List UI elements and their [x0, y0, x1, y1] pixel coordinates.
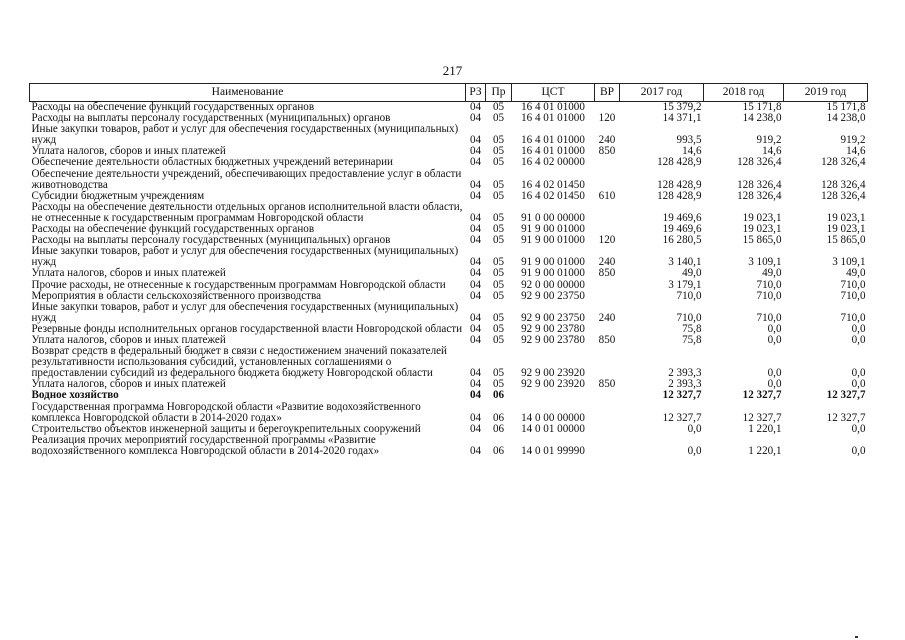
cell-name: Уплата налогов, сборов и иных платежей — [31, 145, 226, 158]
cell-pr: 05 — [492, 278, 505, 291]
cell-name: Расходы на обеспечение деятельности отдельных органов исполнительной власти области, не отнесенные к государственным программам Новгородской области — [31, 200, 463, 224]
cell-rz: 04 — [469, 267, 482, 280]
cell-name: Мероприятия в области сельскохозяйственного производства — [31, 289, 322, 302]
cell-vr: 120 — [598, 112, 616, 125]
cell-name: Расходы на обеспечение функций государственных органов — [31, 223, 315, 236]
cell-pr: 06 — [492, 422, 505, 435]
header-cst: ЦСТ — [512, 84, 595, 102]
cell-rz: 04 — [469, 178, 482, 191]
cell-vr — [595, 424, 620, 435]
cell-rz: 04 — [469, 134, 482, 147]
cell-name: Иные закупки товаров, работ и услуг для обеспечения государственных (муниципальных) нужд — [31, 245, 459, 269]
cell-cst: 92 0 00 00000 — [521, 278, 585, 291]
cell-cst: 16 4 01 01000 — [521, 101, 585, 113]
cell-2018: 15 171,8 — [742, 101, 782, 113]
cell-cst: 14 0 01 99990 — [521, 444, 585, 457]
cell-2018: 710,0 — [756, 289, 782, 302]
cell-rz: 04 — [469, 444, 482, 457]
cell-2019: 19 023,1 — [826, 211, 866, 224]
cell-rz: 04 — [469, 189, 482, 202]
header-vr: ВР — [595, 84, 620, 102]
cell-2018: 710,0 — [756, 278, 782, 291]
cell-pr: 06 — [492, 444, 505, 457]
page-number: 217 — [442, 63, 463, 78]
cell-rz: 04 — [469, 234, 482, 247]
cell-rz: 04 — [469, 411, 482, 424]
cell-2018: 0,0 — [767, 322, 782, 335]
cell-rz: 04 — [469, 101, 482, 113]
cell-name: Иные закупки товаров, работ и услуг для обеспечения государственных (муниципальных) нужд — [31, 123, 459, 147]
cell-name: Иные закупки товаров, работ и услуг для обеспечения государственных (муниципальных) нужд — [31, 300, 459, 324]
cell-pr: 05 — [492, 134, 505, 147]
cell-pr: 05 — [492, 234, 505, 247]
cell-rz: 04 — [469, 289, 482, 302]
cell-2017: 710,0 — [676, 311, 702, 324]
cell-2019: 14,6 — [846, 145, 866, 158]
table-row — [30, 302, 868, 324]
cell-vr — [595, 435, 620, 457]
table-row — [30, 157, 868, 168]
cell-2019: 128 326,4 — [821, 156, 866, 169]
cell-2018: 12 327,7 — [742, 389, 782, 402]
header-2017: 2017 год — [620, 84, 704, 102]
cell-name: Расходы на обеспечение функций государственных органов — [31, 101, 315, 113]
cell-cst — [512, 390, 595, 401]
table-row — [30, 435, 868, 457]
cell-2018: 49,0 — [762, 267, 782, 280]
cell-rz: 04 — [469, 223, 482, 236]
cell-2017: 128 428,9 — [657, 189, 702, 202]
cell-cst: 92 9 00 23920 — [521, 367, 585, 380]
cell-2019: 0,0 — [851, 444, 866, 457]
cell-rz: 04 — [469, 211, 482, 224]
cell-vr: 610 — [598, 189, 616, 202]
cell-2019: 710,0 — [840, 311, 866, 324]
cell-2019: 710,0 — [840, 278, 866, 291]
cell-2019: 14 238,0 — [826, 112, 866, 125]
cell-2017: 12 327,7 — [662, 411, 702, 424]
table-row — [30, 390, 868, 401]
cell-pr: 05 — [492, 156, 505, 169]
cell-pr: 06 — [492, 411, 505, 424]
cell-2017: 993,5 — [676, 134, 702, 147]
cell-2019: 12 327,7 — [826, 411, 866, 424]
cell-cst: 16 4 02 01450 — [521, 189, 585, 202]
table-row — [30, 202, 868, 224]
cell-2019: 3 109,1 — [832, 256, 866, 269]
cell-2018: 128 326,4 — [737, 156, 782, 169]
cell-2019: 0,0 — [851, 322, 866, 335]
cell-2017: 2 393,3 — [668, 378, 702, 391]
cell-name: Государственная программа Новгородской области «Развитие водохозяйственного комплекса Новгородской области в 2014-2020 годах» — [31, 400, 421, 424]
cell-2018: 919,2 — [756, 134, 782, 147]
cell-rz: 04 — [469, 156, 482, 169]
cell-2017: 710,0 — [676, 289, 702, 302]
table-row — [30, 124, 868, 146]
cell-cst: 92 9 00 23750 — [521, 311, 585, 324]
cell-pr: 05 — [492, 223, 505, 236]
cell-2019: 0,0 — [851, 378, 866, 391]
cell-pr: 05 — [492, 112, 505, 125]
table-row — [30, 246, 868, 268]
cell-vr — [595, 280, 620, 291]
cell-cst: 16 4 02 00000 — [521, 156, 585, 169]
cell-2018: 1 220,1 — [748, 444, 782, 457]
cell-cst: 16 4 01 01000 — [521, 145, 585, 158]
cell-2018: 0,0 — [767, 333, 782, 346]
cell-vr — [595, 291, 620, 302]
scan-mark — [855, 636, 858, 638]
cell-2019: 128 326,4 — [821, 178, 866, 191]
cell-name: Уплата налогов, сборов и иных платежей — [31, 267, 226, 280]
cell-rz: 04 — [469, 389, 482, 402]
cell-pr: 05 — [492, 367, 505, 380]
cell-cst: 91 9 00 01000 — [521, 256, 585, 269]
cell-2017: 14,6 — [682, 145, 702, 158]
cell-rz: 04 — [469, 322, 482, 335]
cell-2017: 15 379,2 — [662, 101, 702, 113]
cell-2019: 15 171,8 — [826, 101, 866, 113]
cell-name: Водное хозяйство — [31, 389, 119, 402]
cell-vr — [595, 346, 620, 379]
cell-2017: 19 469,6 — [662, 223, 702, 236]
cell-2018: 3 109,1 — [748, 256, 782, 269]
cell-2017: 75,8 — [682, 322, 702, 335]
cell-2018: 14,6 — [762, 145, 782, 158]
cell-pr: 05 — [492, 101, 505, 113]
cell-rz: 04 — [469, 112, 482, 125]
cell-2019: 12 327,7 — [826, 389, 866, 402]
cell-2018: 128 326,4 — [737, 189, 782, 202]
cell-2018: 15 865,0 — [742, 234, 782, 247]
cell-vr: 850 — [598, 267, 616, 280]
table-row — [30, 268, 868, 279]
cell-2017: 12 327,7 — [662, 389, 702, 402]
cell-pr: 05 — [492, 189, 505, 202]
header-pr: Пр — [486, 84, 512, 102]
cell-pr: 05 — [492, 267, 505, 280]
cell-vr: 850 — [598, 333, 616, 346]
cell-2017: 0,0 — [687, 444, 702, 457]
budget-table — [29, 83, 868, 457]
table-row — [30, 379, 868, 390]
cell-2018: 12 327,7 — [742, 411, 782, 424]
cell-cst: 91 0 00 00000 — [521, 211, 585, 224]
cell-pr: 05 — [492, 333, 505, 346]
cell-pr: 05 — [492, 256, 505, 269]
cell-pr: 05 — [492, 378, 505, 391]
cell-2017: 19 469,6 — [662, 211, 702, 224]
cell-rz: 04 — [469, 333, 482, 346]
cell-pr: 05 — [492, 145, 505, 158]
cell-2017: 2 393,3 — [668, 367, 702, 380]
cell-pr: 05 — [492, 211, 505, 224]
cell-2018: 128 326,4 — [737, 178, 782, 191]
cell-2019: 49,0 — [846, 267, 866, 280]
cell-name: Возврат средств в федеральный бюджет в связи с недостижением значений показателей результативности использования субсидий, установленных соглашениями о предоставлении субсидий из федерального бюджета бюджету Новгородской области — [31, 345, 447, 380]
cell-2019: 919,2 — [840, 134, 866, 147]
cell-rz: 04 — [469, 145, 482, 158]
cell-2018: 1 220,1 — [748, 422, 782, 435]
cell-rz: 04 — [469, 278, 482, 291]
cell-2017: 128 428,9 — [657, 156, 702, 169]
cell-2017: 75,8 — [682, 333, 702, 346]
cell-pr: 05 — [492, 322, 505, 335]
cell-2019: 0,0 — [851, 422, 866, 435]
header-2018: 2018 год — [704, 84, 784, 102]
cell-2019: 128 326,4 — [821, 189, 866, 202]
table-row — [30, 169, 868, 191]
cell-2019: 0,0 — [851, 333, 866, 346]
cell-name: Уплата налогов, сборов и иных платежей — [31, 333, 226, 346]
cell-cst: 16 4 01 01000 — [521, 112, 585, 125]
cell-vr: 240 — [598, 311, 616, 324]
cell-name: Реализация прочих мероприятий государственной программы «Развитие водохозяйственного комплекса Новгородской области в 2014-2020 годах» — [31, 433, 380, 457]
table-row — [30, 280, 868, 291]
cell-name: Обеспечение деятельности учреждений, обеспечивающих предоставление услуг в области животноводства — [31, 167, 462, 191]
cell-2019: 0,0 — [851, 367, 866, 380]
cell-2019: 19 023,1 — [826, 223, 866, 236]
cell-vr — [595, 202, 620, 224]
cell-2018: 19 023,1 — [742, 223, 782, 236]
cell-cst: 92 9 00 23750 — [521, 289, 585, 302]
cell-name: Уплата налогов, сборов и иных платежей — [31, 378, 226, 391]
table-row — [30, 402, 868, 424]
cell-cst: 14 0 00 00000 — [521, 411, 585, 424]
cell-rz: 04 — [469, 422, 482, 435]
cell-2018: 0,0 — [767, 378, 782, 391]
cell-2018: 710,0 — [756, 311, 782, 324]
cell-2017: 3 140,1 — [668, 256, 702, 269]
cell-name: Расходы на выплаты персоналу государственных (муниципальных) органов — [31, 112, 391, 125]
cell-pr: 05 — [492, 289, 505, 302]
cell-cst: 92 9 00 23780 — [521, 333, 585, 346]
cell-cst: 91 9 00 01000 — [521, 267, 585, 280]
cell-rz: 04 — [469, 256, 482, 269]
table-header-row — [30, 84, 868, 102]
cell-cst: 14 0 01 00000 — [521, 422, 585, 435]
cell-name: Резервные фонды исполнительных органов государственной власти Новгородской области — [31, 322, 463, 335]
cell-vr: 240 — [598, 134, 616, 147]
cell-vr: 240 — [598, 256, 616, 269]
cell-name: Расходы на выплаты персоналу государственных (муниципальных) органов — [31, 234, 391, 247]
cell-vr: 850 — [598, 378, 616, 391]
cell-cst: 92 9 00 23780 — [521, 322, 585, 335]
cell-pr: 05 — [492, 311, 505, 324]
cell-cst: 91 9 00 01000 — [521, 234, 585, 247]
cell-name: Субсидии бюджетным учреждениям — [31, 189, 205, 202]
cell-2019: 15 865,0 — [826, 234, 866, 247]
table-row — [30, 346, 868, 379]
header-2019: 2019 год — [784, 84, 868, 102]
cell-name: Прочие расходы, не отнесенные к государственным программам Новгородской области — [31, 278, 446, 291]
cell-2017: 16 280,5 — [662, 234, 702, 247]
cell-name: Строительство объектов инженерной защиты и берегоукрепительных сооружений — [31, 422, 421, 435]
cell-2018: 19 023,1 — [742, 211, 782, 224]
cell-pr: 06 — [492, 389, 505, 402]
cell-rz: 04 — [469, 378, 482, 391]
cell-2017: 14 371,1 — [662, 112, 702, 125]
cell-rz: 04 — [469, 311, 482, 324]
cell-2018: 0,0 — [767, 367, 782, 380]
cell-2019: 710,0 — [840, 289, 866, 302]
cell-2017: 3 179,1 — [668, 278, 702, 291]
cell-vr: 120 — [598, 234, 616, 247]
cell-vr: 850 — [598, 145, 616, 158]
cell-2017: 128 428,9 — [657, 178, 702, 191]
header-rz: РЗ — [466, 84, 486, 102]
cell-name: Обеспечение деятельности областных бюджетных учреждений ветеринарии — [31, 156, 393, 169]
cell-pr: 05 — [492, 178, 505, 191]
cell-2017: 0,0 — [687, 422, 702, 435]
cell-2017: 49,0 — [682, 267, 702, 280]
cell-cst: 92 9 00 23920 — [521, 378, 585, 391]
cell-vr — [595, 402, 620, 424]
cell-cst: 16 4 02 01450 — [521, 178, 585, 191]
header-name: Наименование — [30, 84, 466, 102]
cell-rz: 04 — [469, 367, 482, 380]
cell-cst: 91 9 00 01000 — [521, 223, 585, 236]
cell-vr — [595, 390, 620, 401]
cell-2018: 14 238,0 — [742, 112, 782, 125]
cell-vr — [595, 157, 620, 168]
cell-vr — [595, 169, 620, 191]
cell-cst: 16 4 01 01000 — [521, 134, 585, 147]
